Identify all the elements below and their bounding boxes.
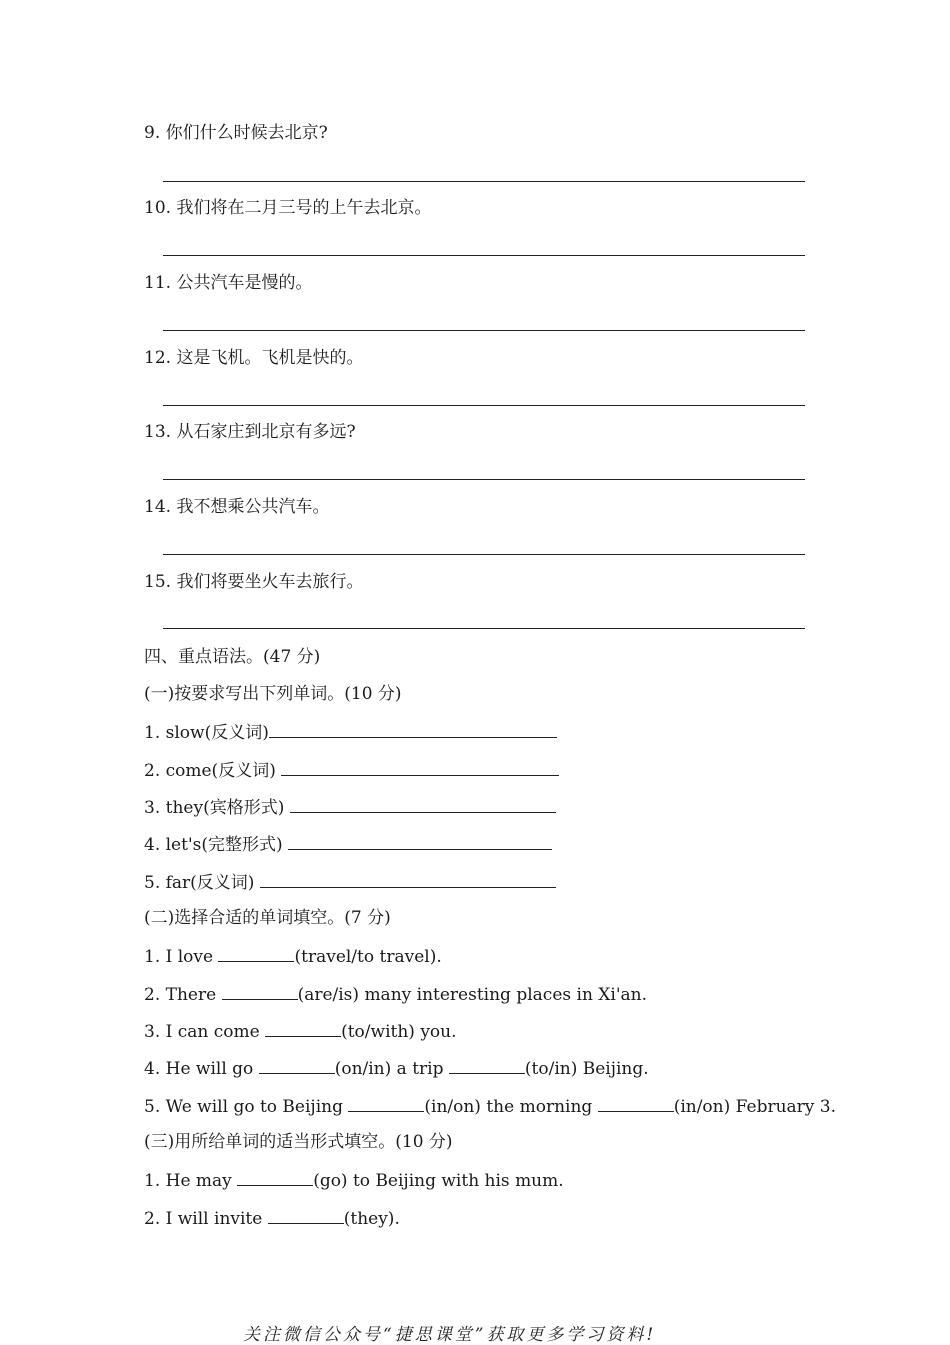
question-text: 我们将要坐火车去旅行。 (176, 572, 364, 592)
fill-text: (to/with) you. (341, 1022, 457, 1042)
question-10 (144, 197, 431, 219)
fill-text: (in/on) February 3. (673, 1097, 837, 1117)
word-item-4 (144, 832, 552, 856)
blank[interactable] (348, 1094, 424, 1112)
fill-item-2 (144, 982, 647, 1006)
answer-line-11[interactable] (163, 330, 805, 331)
word-item-3 (144, 795, 556, 819)
part2-title: (二)选择合适的单词填空。(7 分) (144, 908, 391, 928)
part3-title: (三)用所给单词的适当形式填空。(10 分) (144, 1132, 453, 1152)
fill-text: 2. I will invite (144, 1209, 268, 1229)
blank[interactable] (260, 870, 556, 888)
answer-line-10[interactable] (163, 255, 805, 256)
word-item-2 (144, 758, 559, 782)
blank[interactable] (268, 1206, 344, 1224)
fill-text: (in/on) the morning (424, 1097, 598, 1117)
word-prompt: 4. let's(完整形式) (144, 835, 283, 855)
blank[interactable] (598, 1094, 674, 1112)
section-title: 四、重点语法。(47 分) (144, 647, 321, 667)
form-item-2 (144, 1206, 400, 1230)
question-number: 10. (144, 198, 172, 218)
question-15 (144, 571, 363, 593)
word-item-5 (144, 870, 556, 894)
fill-text: 1. I love (144, 947, 219, 967)
blank[interactable] (218, 944, 294, 962)
fill-item-1 (144, 944, 442, 968)
answer-line-9[interactable] (163, 181, 805, 182)
blank[interactable] (281, 758, 559, 776)
word-prompt: 2. come(反义词) (144, 761, 276, 781)
question-number: 9. (144, 123, 161, 143)
question-number: 13. (144, 422, 172, 442)
fill-text: (to/in) Beijing. (524, 1059, 649, 1079)
question-text: 你们什么时候去北京? (165, 123, 328, 143)
fill-text: (are/is) many interesting places in Xi'an. (297, 985, 648, 1005)
question-number: 15. (144, 572, 172, 592)
question-9 (144, 122, 328, 144)
blank[interactable] (237, 1168, 313, 1186)
answer-line-14[interactable] (163, 554, 805, 555)
answer-line-15[interactable] (163, 628, 805, 629)
word-prompt: 1. slow(反义词) (144, 723, 269, 743)
question-text: 这是飞机。飞机是快的。 (176, 348, 364, 368)
question-text: 公共汽车是慢的。 (176, 273, 313, 293)
question-12 (144, 347, 363, 369)
fill-item-4 (144, 1056, 649, 1080)
fill-text: (go) to Beijing with his mum. (313, 1171, 564, 1191)
question-number: 12. (144, 348, 172, 368)
blank[interactable] (222, 982, 298, 1000)
fill-text: (they). (343, 1209, 400, 1229)
answer-line-12[interactable] (163, 405, 805, 406)
question-text: 我不想乘公共汽车。 (176, 497, 330, 517)
blank[interactable] (288, 832, 552, 850)
blank[interactable] (259, 1056, 335, 1074)
question-14 (144, 496, 329, 518)
blank[interactable] (269, 720, 557, 738)
form-item-1 (144, 1168, 564, 1192)
question-number: 11. (144, 273, 172, 293)
fill-text: (travel/to travel). (294, 947, 442, 967)
fill-text: (on/in) a trip (334, 1059, 449, 1079)
fill-text: 2. There (144, 985, 222, 1005)
fill-text: 4. He will go (144, 1059, 259, 1079)
fill-text: 1. He may (144, 1171, 238, 1191)
blank[interactable] (449, 1056, 525, 1074)
word-prompt: 5. far(反义词) (144, 873, 255, 893)
question-number: 14. (144, 497, 172, 517)
part1-title: (一)按要求写出下列单词。(10 分) (144, 684, 402, 704)
blank[interactable] (290, 795, 556, 813)
footer-note: 关注微信公众号“捷思课堂”获取更多学习资料! (243, 1325, 657, 1345)
word-prompt: 3. they(宾格形式) (144, 798, 285, 818)
question-text: 我们将在二月三号的上午去北京。 (176, 198, 432, 218)
blank[interactable] (265, 1019, 341, 1037)
question-13 (144, 421, 356, 443)
fill-text: 3. I can come (144, 1022, 266, 1042)
answer-line-13[interactable] (163, 479, 805, 480)
question-text: 从石家庄到北京有多远? (176, 422, 356, 442)
fill-item-5 (144, 1094, 836, 1118)
word-item-1 (144, 720, 557, 744)
fill-text: 5. We will go to Beijing (144, 1097, 349, 1117)
fill-item-3 (144, 1019, 457, 1043)
question-11 (144, 272, 312, 294)
